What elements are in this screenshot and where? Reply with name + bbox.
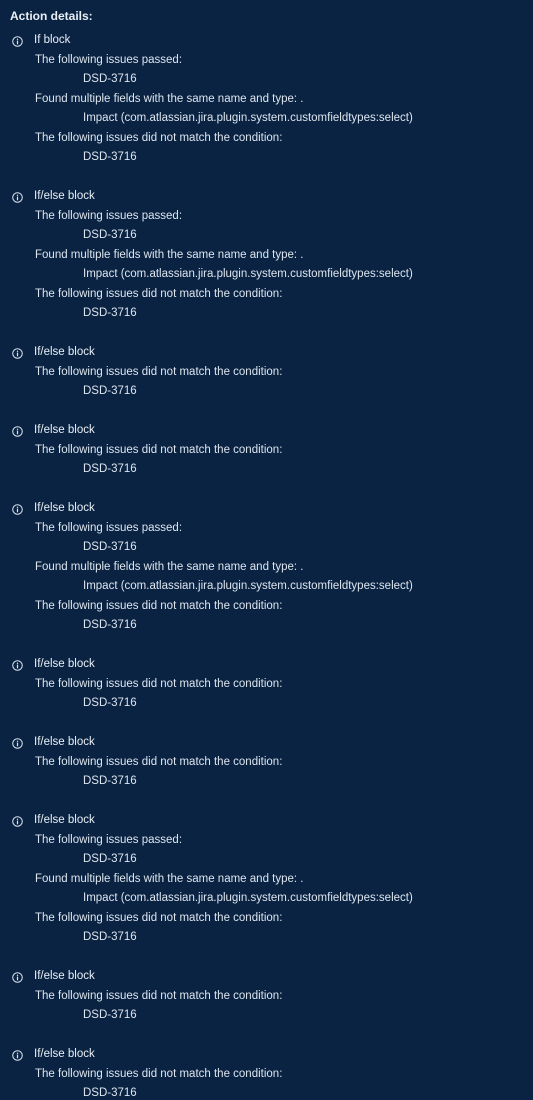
status-message-line: The following issues did not match the condition:: [35, 599, 283, 612]
block-title: If/else block: [34, 190, 95, 202]
info-icon: [12, 1050, 23, 1061]
issue-detail-line: DSD-3716: [83, 229, 137, 241]
status-message-line: The following issues passed:: [35, 833, 183, 846]
issue-detail-line: DSD-3716: [83, 463, 137, 475]
info-icon: [12, 738, 23, 749]
issue-detail-line: Impact (com.atlassian.jira.plugin.system.customfieldtypes:select): [83, 268, 413, 280]
block-title: If block: [34, 34, 71, 46]
status-message-line: The following issues did not match the condition:: [35, 131, 283, 144]
block-title: If/else block: [34, 658, 95, 670]
status-message-line: The following issues did not match the condition:: [35, 755, 283, 768]
issue-detail-line: DSD-3716: [83, 931, 137, 943]
status-message-line: Found multiple fields with the same name and type: .: [35, 248, 304, 261]
issue-detail-line: Impact (com.atlassian.jira.plugin.system.customfieldtypes:select): [83, 112, 413, 124]
issue-detail-line: DSD-3716: [83, 73, 137, 85]
info-icon: [12, 192, 23, 203]
info-icon: [12, 426, 23, 437]
issue-detail-line: DSD-3716: [83, 853, 137, 865]
status-message-line: The following issues did not match the condition:: [35, 677, 283, 690]
info-icon: [12, 36, 23, 47]
info-icon: [12, 348, 23, 359]
action-details-heading: Action details:: [10, 9, 93, 23]
issue-detail-line: Impact (com.atlassian.jira.plugin.system.customfieldtypes:select): [83, 580, 413, 592]
block-title: If/else block: [34, 970, 95, 982]
status-message-line: The following issues passed:: [35, 209, 183, 222]
status-message-line: The following issues did not match the condition:: [35, 989, 283, 1002]
block-title: If/else block: [34, 424, 95, 436]
status-message-line: The following issues did not match the condition:: [35, 911, 283, 924]
status-message-line: The following issues did not match the condition:: [35, 1067, 283, 1080]
info-icon: [12, 972, 23, 983]
status-message-line: Found multiple fields with the same name and type: .: [35, 560, 304, 573]
status-message-line: The following issues did not match the condition:: [35, 443, 283, 456]
status-message-line: The following issues did not match the condition:: [35, 365, 283, 378]
block-title: If/else block: [34, 1048, 95, 1060]
block-title: If/else block: [34, 502, 95, 514]
status-message-line: The following issues passed:: [35, 53, 183, 66]
issue-detail-line: DSD-3716: [83, 619, 137, 631]
info-icon: [12, 816, 23, 827]
issue-detail-line: DSD-3716: [83, 541, 137, 553]
issue-detail-line: DSD-3716: [83, 697, 137, 709]
info-icon: [12, 504, 23, 515]
issue-detail-line: DSD-3716: [83, 385, 137, 397]
status-message-line: The following issues did not match the condition:: [35, 287, 283, 300]
status-message-line: Found multiple fields with the same name and type: .: [35, 872, 304, 885]
block-title: If/else block: [34, 814, 95, 826]
block-title: If/else block: [34, 736, 95, 748]
info-icon: [12, 660, 23, 671]
issue-detail-line: DSD-3716: [83, 307, 137, 319]
issue-detail-line: DSD-3716: [83, 151, 137, 163]
issue-detail-line: Impact (com.atlassian.jira.plugin.system.customfieldtypes:select): [83, 892, 413, 904]
block-title: If/else block: [34, 346, 95, 358]
status-message-line: The following issues passed:: [35, 521, 183, 534]
issue-detail-line: DSD-3716: [83, 775, 137, 787]
issue-detail-line: DSD-3716: [83, 1087, 137, 1099]
issue-detail-line: DSD-3716: [83, 1009, 137, 1021]
status-message-line: Found multiple fields with the same name and type: .: [35, 92, 304, 105]
